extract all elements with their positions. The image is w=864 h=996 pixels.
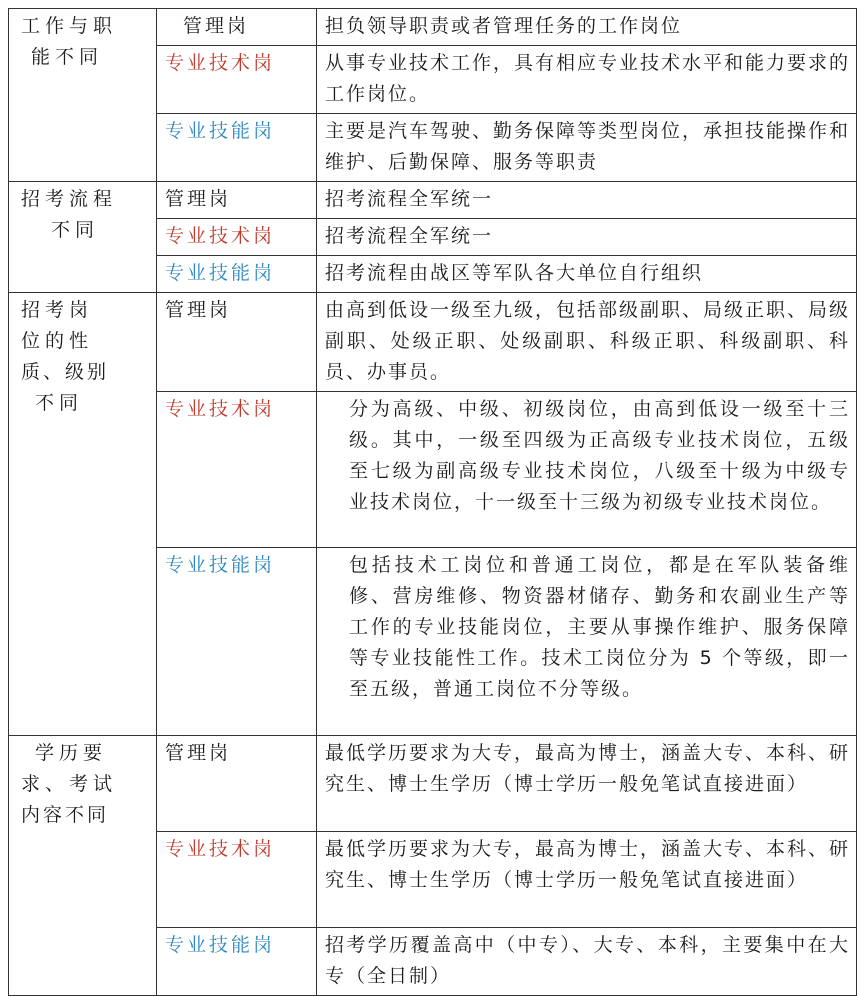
category-line: 学历要 xyxy=(35,742,108,764)
role-description: 招考流程全军统一 xyxy=(317,219,857,256)
role-management: 管理岗 xyxy=(157,293,317,392)
role-description: 包括技术工岗位和普通工岗位，都是在军队装备维修、营房维修、物资器材储存、勤务和农副业生产等工作的专业技能岗位，主要从事操作维护、服务保障等专业技能性工作。技术工岗位分为 5 个等级，即一至五级，普通工岗位不分等级。 xyxy=(317,548,857,736)
table-row xyxy=(9,9,857,46)
category-line: 工作与职 xyxy=(21,15,118,37)
role-description: 最低学历要求为大专，最高为博士，涵盖大专、本科、研究生、博士生学历（博士学历一般免笔试直接进面） xyxy=(317,736,857,832)
category-cell xyxy=(9,9,157,182)
category-cell xyxy=(9,293,157,736)
table-row xyxy=(9,736,857,832)
comparison-table xyxy=(8,8,857,996)
category-line: 内容不同 xyxy=(21,804,110,826)
role-description: 担负领导职责或者管理任务的工作岗位 xyxy=(317,9,857,46)
role-technical: 专业技术岗 xyxy=(157,392,317,548)
role-description: 招考流程全军统一 xyxy=(317,182,857,219)
category-line: 招考岗 xyxy=(21,299,94,321)
role-description: 招考学历覆盖高中（中专）、大专、本科，主要集中在大专（全日制） xyxy=(317,928,857,996)
role-description: 最低学历要求为大专，最高为博士，涵盖大专、本科、研究生、博士生学历（博士学历一般免笔试直接进面） xyxy=(317,832,857,928)
category-line: 招考流程 xyxy=(21,188,118,210)
category-cell xyxy=(9,182,157,293)
role-technical: 专业技术岗 xyxy=(157,832,317,928)
role-skilled: 专业技能岗 xyxy=(157,928,317,996)
category-cell xyxy=(9,736,157,996)
category-line: 能不同 xyxy=(31,46,104,68)
role-description: 从事专业技术工作，具有相应专业技术水平和能力要求的工作岗位。 xyxy=(317,46,857,114)
role-management: 管理岗 xyxy=(157,736,317,832)
role-skilled: 专业技能岗 xyxy=(157,114,317,182)
role-management: 管理岗 xyxy=(157,9,317,46)
category-line: 位的性 xyxy=(21,330,94,352)
role-skilled: 专业技能岗 xyxy=(157,548,317,736)
category-line: 不同 xyxy=(35,392,84,414)
role-technical: 专业技术岗 xyxy=(157,46,317,114)
role-description: 招考流程由战区等军队各大单位自行组织 xyxy=(317,256,857,293)
category-line: 不同 xyxy=(51,219,100,241)
role-description: 分为高级、中级、初级岗位，由高到低设一级至十三级。其中，一级至四级为正高级专业技术岗位，五级至七级为副高级专业技术岗位，八级至十级为中级专业技术岗位，十一级至十三级为初级专业技术岗位。 xyxy=(317,392,857,548)
category-line: 求、考试 xyxy=(21,773,118,795)
role-management: 管理岗 xyxy=(157,182,317,219)
role-description: 主要是汽车驾驶、勤务保障等类型岗位，承担技能操作和维护、后勤保障、服务等职责 xyxy=(317,114,857,182)
table-row xyxy=(9,293,857,392)
role-description: 由高到低设一级至九级，包括部级副职、局级正职、局级副职、处级正职、处级副职、科级正职、科级副职、科员、办事员。 xyxy=(317,293,857,392)
role-skilled: 专业技能岗 xyxy=(157,256,317,293)
role-technical: 专业技术岗 xyxy=(157,219,317,256)
table-row xyxy=(9,182,857,219)
category-line: 质、级别 xyxy=(21,361,110,383)
